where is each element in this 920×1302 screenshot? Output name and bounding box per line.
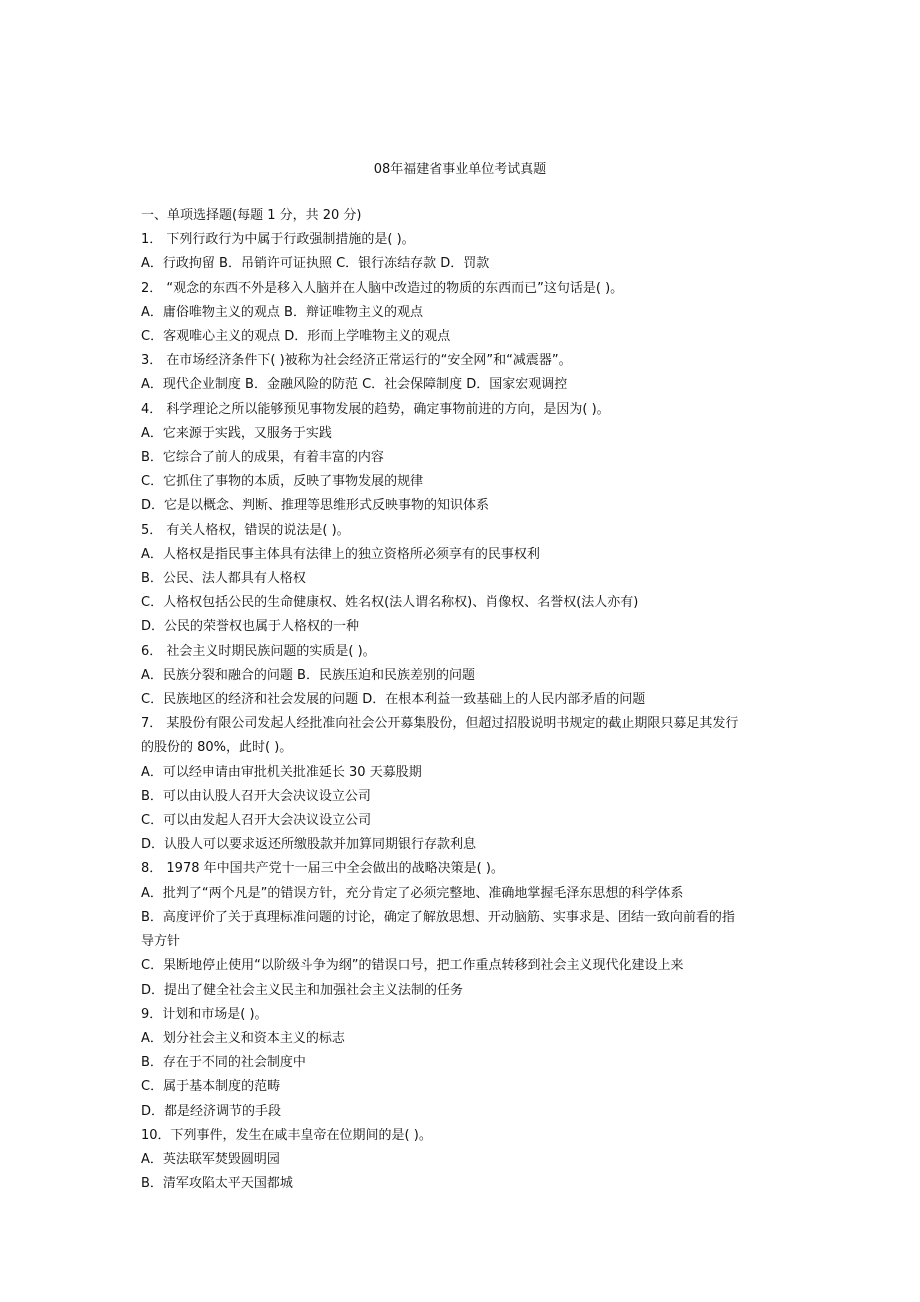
text-line: 7． 某股份有限公司发起人经批准向社会公开募集股份，但超过招股说明书规定的截止期限只募足其发行 bbox=[141, 716, 739, 732]
text-line: 3． 在市场经济条件下( )被称为社会经济正常运行的“安全网”和“减震器”。 bbox=[141, 353, 572, 369]
text-line: A．可以经申请由审批机关批准延长 30 天募股期 bbox=[141, 764, 422, 780]
text-line: 4． 科学理论之所以能够预见事物发展的趋势，确定事物前进的方向，是因为( )。 bbox=[141, 401, 610, 417]
text-line: 9．计划和市场是( )。 bbox=[141, 1006, 268, 1022]
text-line: C．可以由发起人召开大会决议设立公司 bbox=[141, 813, 372, 829]
text-line: C．果断地停止使用“以阶级斗争为纲”的错误口号，把工作重点转移到社会主义现代化建设上来 bbox=[141, 958, 684, 974]
text-line: C．属于基本制度的范畴 bbox=[141, 1079, 281, 1095]
text-line: C．客观唯心主义的观点 D．形而上学唯物主义的观点 bbox=[141, 329, 451, 345]
text-line: 5． 有关人格权，错误的说法是( )。 bbox=[141, 522, 350, 538]
text-line: B．公民、法人都具有人格权 bbox=[141, 571, 306, 587]
text-line: B．可以由认股人召开大会决议设立公司 bbox=[141, 788, 371, 804]
text-line: 的股份的 80%，此时( )。 bbox=[141, 740, 293, 756]
text-line: A．人格权是指民事主体具有法律上的独立资格所必须享有的民事权利 bbox=[141, 546, 540, 562]
text-line: A．划分社会主义和资本主义的标志 bbox=[141, 1030, 345, 1046]
text-line: 8． 1978 年中国共产党十一届三中全会做出的战略决策是( )。 bbox=[141, 861, 504, 877]
text-line: A．英法联军焚毁圆明园 bbox=[141, 1151, 280, 1167]
text-line: B．存在于不同的社会制度中 bbox=[141, 1055, 306, 1071]
text-line: 导方针 bbox=[141, 934, 181, 950]
text-line: A．批判了“两个凡是”的错误方针，充分肯定了必须完整地、准确地掌握毛泽东思想的科学体系 bbox=[141, 885, 684, 901]
text-line: A．现代企业制度 B．金融风险的防范 C．社会保障制度 D．国家宏观调控 bbox=[141, 377, 568, 393]
text-line: A．庸俗唯物主义的观点 B．辩证唯物主义的观点 bbox=[141, 304, 423, 320]
text-line: 6． 社会主义时期民族问题的实质是( )。 bbox=[141, 643, 376, 659]
text-line: 一、单项选择题(每题 1 分，共 20 分) bbox=[141, 208, 362, 223]
text-line: A．它来源于实践，又服务于实践 bbox=[141, 425, 332, 441]
text-line: C．民族地区的经济和社会发展的问题 D．在根本利益一致基础上的人民内部矛盾的问题 bbox=[141, 692, 646, 708]
text-line: B．清军攻陷太平天国都城 bbox=[141, 1176, 293, 1192]
text-line: 2． “观念的东西不外是移入人脑并在人脑中改造过的物质的东西而已”这句话是( )。 bbox=[141, 280, 624, 296]
document-body bbox=[141, 204, 791, 1196]
text-line: B．高度评价了关于真理标准问题的讨论，确定了解放思想、开动脑筋、实事求是、团结一致向前看的指 bbox=[141, 909, 735, 925]
text-line: C．人格权包括公民的生命健康权、姓名权(法人谓名称权)、肖像权、名誉权(法人亦有) bbox=[141, 595, 639, 611]
text-line: D．公民的荣誉权也属于人格权的一种 bbox=[141, 619, 360, 635]
document-title: 08年福建省事业单位考试真题 bbox=[373, 162, 547, 177]
text-line: B．它综合了前人的成果，有着丰富的内容 bbox=[141, 450, 384, 466]
text-line: 10．下列事件，发生在咸丰皇帝在位期间的是( )。 bbox=[141, 1127, 432, 1143]
text-line: C．它抓住了事物的本质，反映了事物发展的规律 bbox=[141, 474, 424, 490]
text-line: D．认股人可以要求返还所缴股款并加算同期银行存款利息 bbox=[141, 837, 477, 853]
text-line: A．民族分裂和融合的问题 B．民族压迫和民族差别的问题 bbox=[141, 667, 475, 683]
text-line: D．它是以概念、判断、推理等思维形式反映事物的知识体系 bbox=[141, 498, 490, 514]
text-line: A．行政拘留 B．吊销许可证执照 C．银行冻结存款 D．罚款 bbox=[141, 256, 490, 272]
text-line: D．都是经济调节的手段 bbox=[141, 1103, 282, 1119]
text-line: 1． 下列行政行为中属于行政强制措施的是( )。 bbox=[141, 232, 415, 248]
text-line: D．提出了健全社会主义民主和加强社会主义法制的任务 bbox=[141, 982, 464, 998]
